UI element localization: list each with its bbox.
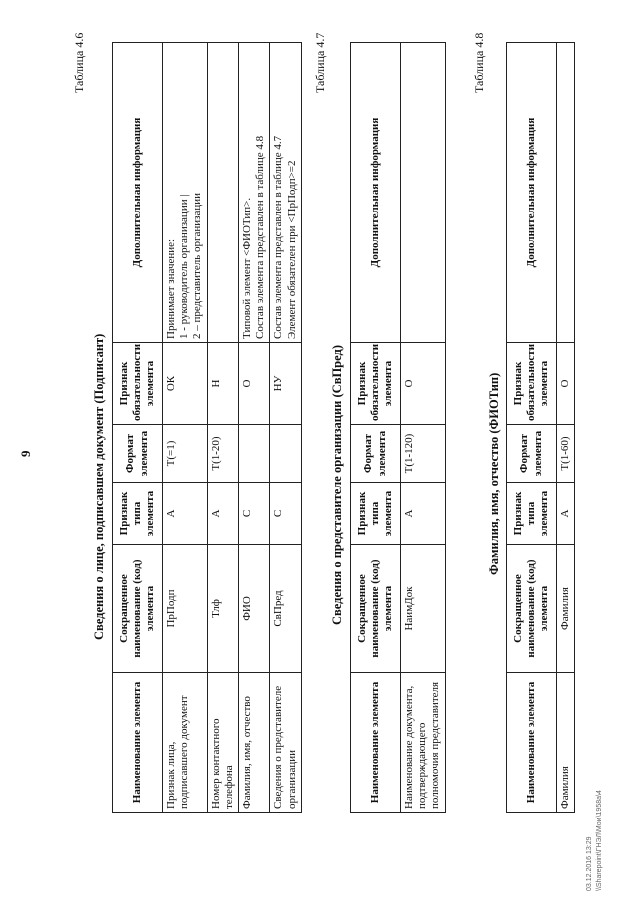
- page-number: 9: [18, 450, 33, 457]
- cell-name: Сведения о представителе организации: [270, 673, 301, 813]
- cell-required: О: [401, 343, 446, 425]
- footer-timestamp: 03.12.2016 13:29: [586, 836, 593, 891]
- table-row: [401, 43, 446, 813]
- info-line: Состав элемента представлен в таблице 4.8: [254, 135, 267, 339]
- header-info: Дополнительная информация: [507, 43, 557, 343]
- cell-code: СвПред: [270, 545, 301, 673]
- cell-info: [557, 43, 575, 343]
- cell-info: [401, 43, 446, 343]
- cell-type: С: [270, 483, 301, 545]
- table-row: [207, 43, 238, 813]
- cell-format: T(1-60): [557, 425, 575, 483]
- table-4-6: [112, 42, 302, 813]
- header-short: Сокращенное наименование (код) элемента: [507, 545, 557, 673]
- cell-type: A: [207, 483, 238, 545]
- info-line: Принимает значение:: [165, 238, 177, 339]
- table-4-8-caption: Фамилия, имя, отчество (ФИОТип): [487, 372, 501, 575]
- cell-name: Номер контактного телефона: [207, 673, 238, 813]
- table-4-8-label: Таблица 4.8: [472, 32, 486, 93]
- cell-required: ОК: [163, 343, 208, 425]
- info-line: Типовой элемент <ФИОТип>.: [240, 197, 253, 339]
- table-4-7-caption: Сведения о представителе организации (СвПред): [330, 345, 344, 625]
- cell-format: [238, 425, 269, 483]
- cell-format: T(1-20): [207, 425, 238, 483]
- cell-required: О: [557, 343, 575, 425]
- table-row: [557, 43, 575, 813]
- header-format: Формат элемента: [113, 425, 163, 483]
- footer-path: \\Sharepoint\ГНЭЛ\Мои\1958а\4: [596, 790, 603, 891]
- cell-code: ФИО: [238, 545, 269, 673]
- cell-name: Признак лица, подписавшего документ: [163, 673, 208, 813]
- header-required: Признак обязательности элемента: [507, 343, 557, 425]
- table-4-6-caption: Сведения о лице, подписавшем документ (Подписант): [92, 333, 106, 640]
- header-name: Наименование элемента: [113, 673, 163, 813]
- cell-info: [207, 43, 238, 343]
- header-short: Сокращенное наименование (код) элемента: [113, 545, 163, 673]
- cell-type: A: [401, 483, 446, 545]
- cell-code: Тлф: [207, 545, 238, 673]
- cell-format: [270, 425, 301, 483]
- cell-name: Фамилия, имя, отчество: [238, 673, 269, 813]
- cell-code: Фамилия: [557, 545, 575, 673]
- cell-format: T(1-120): [401, 425, 446, 483]
- header-required: Признак обязательности элемента: [351, 343, 401, 425]
- header-name: Наименование элемента: [351, 673, 401, 813]
- cell-type: С: [238, 483, 269, 545]
- header-name: Наименование элемента: [507, 673, 557, 813]
- cell-required: Н: [207, 343, 238, 425]
- table-4-7: [350, 42, 446, 813]
- table-row: [238, 43, 269, 813]
- header-format: Формат элемента: [351, 425, 401, 483]
- cell-info: [270, 43, 301, 343]
- cell-code: НаимДок: [401, 545, 446, 673]
- table-row: [270, 43, 301, 813]
- header-info: Дополнительная информация: [113, 43, 163, 343]
- table-4-8: [506, 42, 575, 813]
- cell-info: [163, 43, 208, 343]
- table-4-6-label: Таблица 4.6: [72, 32, 86, 93]
- cell-info: [238, 43, 269, 343]
- header-info: Дополнительная информация: [351, 43, 401, 343]
- header-required: Признак обязательности элемента: [113, 343, 163, 425]
- info-line: 1 - руководитель организации |: [178, 194, 191, 339]
- cell-code: ПрПодп: [163, 545, 208, 673]
- header-type: Признак типа элемента: [507, 483, 557, 545]
- cell-type: A: [557, 483, 575, 545]
- info-line: Элемент обязателен при <ПрПодп>=2: [285, 160, 298, 339]
- info-line: 2 – представитель организации: [191, 192, 204, 339]
- header-type: Признак типа элемента: [113, 483, 163, 545]
- header-type: Признак типа элемента: [351, 483, 401, 545]
- header-short: Сокращенное наименование (код) элемента: [351, 545, 401, 673]
- cell-name: Фамилия: [557, 673, 575, 813]
- info-line: Состав элемента представлен в таблице 4.7: [272, 135, 285, 339]
- table-row: [163, 43, 208, 813]
- cell-required: О: [238, 343, 269, 425]
- cell-format: T(=1): [163, 425, 208, 483]
- header-format: Формат элемента: [507, 425, 557, 483]
- cell-type: A: [163, 483, 208, 545]
- table-4-7-label: Таблица 4.7: [313, 32, 327, 93]
- cell-name: Наименование документа, подтверждающего полномочия представителя: [401, 673, 446, 813]
- cell-required: НУ: [270, 343, 301, 425]
